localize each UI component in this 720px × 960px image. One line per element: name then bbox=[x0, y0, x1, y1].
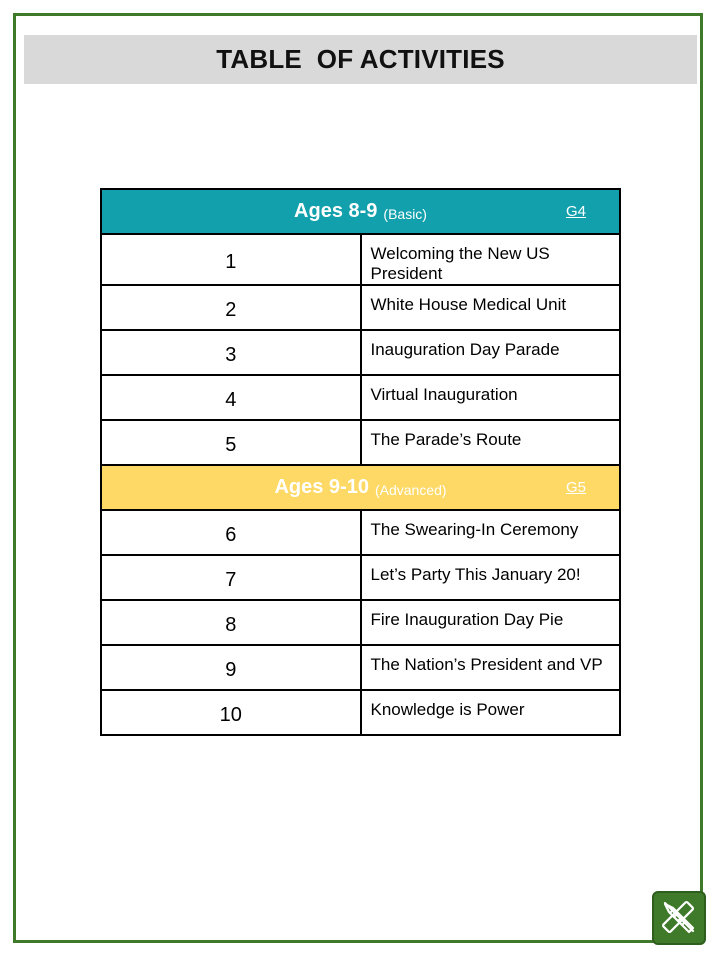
table-row bbox=[101, 234, 620, 285]
table-row bbox=[101, 420, 620, 465]
level-label: (Advanced) bbox=[374, 481, 447, 498]
section-header-cell bbox=[101, 189, 620, 234]
table-row bbox=[101, 285, 620, 330]
table-row bbox=[101, 600, 620, 645]
activity-number: 10 bbox=[101, 690, 361, 735]
age-label: Ages 9-10 bbox=[274, 476, 369, 498]
pencil-ruler-icon bbox=[654, 893, 704, 943]
section-title bbox=[102, 190, 619, 233]
grade-link-g5[interactable]: G5 bbox=[565, 479, 586, 496]
activity-name: White House Medical Unit bbox=[361, 285, 621, 330]
activity-name: The Swearing-In Ceremony bbox=[361, 510, 621, 555]
activity-name: Welcoming the New US President bbox=[361, 234, 621, 285]
grade-link-g4[interactable]: G4 bbox=[565, 203, 586, 220]
activity-number: 9 bbox=[101, 645, 361, 690]
level-label: (Basic) bbox=[383, 205, 427, 222]
table-row bbox=[101, 555, 620, 600]
activity-number: 5 bbox=[101, 420, 361, 465]
activity-name: Knowledge is Power bbox=[361, 690, 621, 735]
title-bar bbox=[24, 35, 697, 84]
table-row bbox=[101, 330, 620, 375]
page-title: TABLE OF ACTIVITIES bbox=[216, 44, 505, 74]
activity-number: 3 bbox=[101, 330, 361, 375]
activity-number: 8 bbox=[101, 600, 361, 645]
logo-badge bbox=[652, 891, 706, 945]
activity-number: 6 bbox=[101, 510, 361, 555]
activity-number: 7 bbox=[101, 555, 361, 600]
activity-number: 4 bbox=[101, 375, 361, 420]
section-header-basic bbox=[101, 189, 620, 234]
table-row bbox=[101, 510, 620, 555]
activities-table bbox=[100, 188, 621, 736]
activity-name: The Parade’s Route bbox=[361, 420, 621, 465]
section-header-advanced bbox=[101, 465, 620, 510]
activity-number: 1 bbox=[101, 234, 361, 285]
age-label: Ages 8-9 bbox=[294, 200, 378, 222]
activity-name: Let’s Party This January 20! bbox=[361, 555, 621, 600]
table-row bbox=[101, 690, 620, 735]
table-row bbox=[101, 645, 620, 690]
activity-name: The Nation’s President and VP bbox=[361, 645, 621, 690]
section-header-cell bbox=[101, 465, 620, 510]
activity-name: Inauguration Day Parade bbox=[361, 330, 621, 375]
section-title bbox=[102, 466, 619, 509]
activity-name: Fire Inauguration Day Pie bbox=[361, 600, 621, 645]
activity-number: 2 bbox=[101, 285, 361, 330]
activity-name: Virtual Inauguration bbox=[361, 375, 621, 420]
table-row bbox=[101, 375, 620, 420]
